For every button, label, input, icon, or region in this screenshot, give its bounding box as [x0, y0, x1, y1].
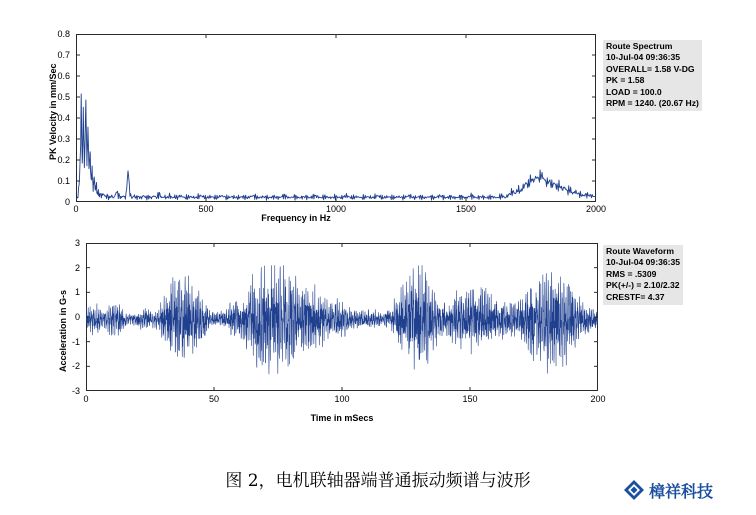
waveform-trace-canvas — [86, 243, 598, 391]
spectrum-trace — [76, 94, 596, 200]
spectrum-annotation-line-4: RPM = 1240. (20.67 Hz) — [606, 98, 699, 109]
waveform-annotation-title: Route Waveform — [606, 246, 674, 256]
y-tick-label: -2 — [71, 361, 80, 372]
spectrum-trace-canvas — [76, 34, 596, 202]
spectrum-x-axis-title: Frequency in Hz — [261, 213, 331, 223]
y-tick-label: 0.6 — [57, 71, 70, 81]
x-tick-label: 500 — [198, 204, 214, 214]
x-tick-label: 0 — [83, 394, 89, 404]
x-tick-label: 100 — [334, 394, 350, 404]
spectrum-plot — [76, 34, 596, 202]
y-tick-label: 0.8 — [57, 29, 70, 39]
waveform-annotation-line-3: CRESTF= 4.37 — [606, 291, 665, 302]
spectrum-annotation-title: Route Spectrum — [606, 41, 673, 51]
x-tick-label: 2000 — [585, 204, 607, 214]
x-tick-label: 1000 — [325, 204, 347, 214]
waveform-annotation-line-0: 10-Jul-04 09:36:35 — [606, 257, 681, 268]
y-tick-label: 0 — [74, 312, 80, 322]
y-tick-label: -1 — [71, 336, 80, 347]
x-tick-label: 0 — [73, 204, 79, 214]
x-tick-label: 50 — [208, 394, 220, 404]
waveform-y-axis-title: Acceleration in G-s — [58, 289, 68, 372]
y-tick-label: 0.4 — [57, 113, 70, 123]
y-tick-label: 3 — [74, 238, 80, 248]
y-tick-label: 0.1 — [57, 176, 70, 186]
y-tick-label: 0.3 — [57, 134, 70, 144]
spectrum-y-axis-title: PK Velocity in mm/Sec — [48, 63, 58, 160]
y-tick-label: 0.2 — [57, 155, 70, 165]
spectrum-annotation-box — [603, 40, 702, 111]
waveform-annotation-line-2: PK(+/-) = 2.10/2.32 — [606, 280, 680, 291]
waveform-trace — [86, 265, 598, 374]
x-tick-label: 1500 — [455, 204, 477, 214]
x-tick-label: 200 — [590, 394, 606, 404]
y-tick-label: 0.5 — [57, 92, 70, 102]
figure-caption: 图 2，电机联轴器端普通振动频谱与波形 — [225, 471, 531, 491]
y-tick-label: 2 — [74, 262, 80, 273]
y-tick-label: 0.7 — [57, 50, 70, 60]
spectrum-annotation-line-0: 10-Jul-04 09:36:35 — [606, 52, 681, 63]
y-tick-label: 0 — [64, 197, 70, 207]
waveform-annotation-box — [603, 245, 683, 305]
waveform-plot — [86, 243, 598, 391]
spectrum-annotation-line-1: OVERALL= 1.58 V-DG — [606, 63, 695, 74]
x-tick-label: 150 — [462, 394, 478, 404]
diamond-logo-icon — [623, 479, 645, 501]
spectrum-annotation-line-3: LOAD = 100.0 — [606, 86, 662, 97]
logo-text: 樟祥科技 — [649, 481, 714, 501]
company-logo — [623, 477, 713, 503]
waveform-annotation-line-1: RMS = .5309 — [606, 268, 657, 279]
waveform-x-axis-title: Time in mSecs — [310, 413, 374, 423]
y-tick-label: -3 — [71, 386, 80, 396]
y-tick-label: 1 — [74, 287, 80, 298]
spectrum-annotation-line-2: PK = 1.58 — [606, 75, 645, 86]
